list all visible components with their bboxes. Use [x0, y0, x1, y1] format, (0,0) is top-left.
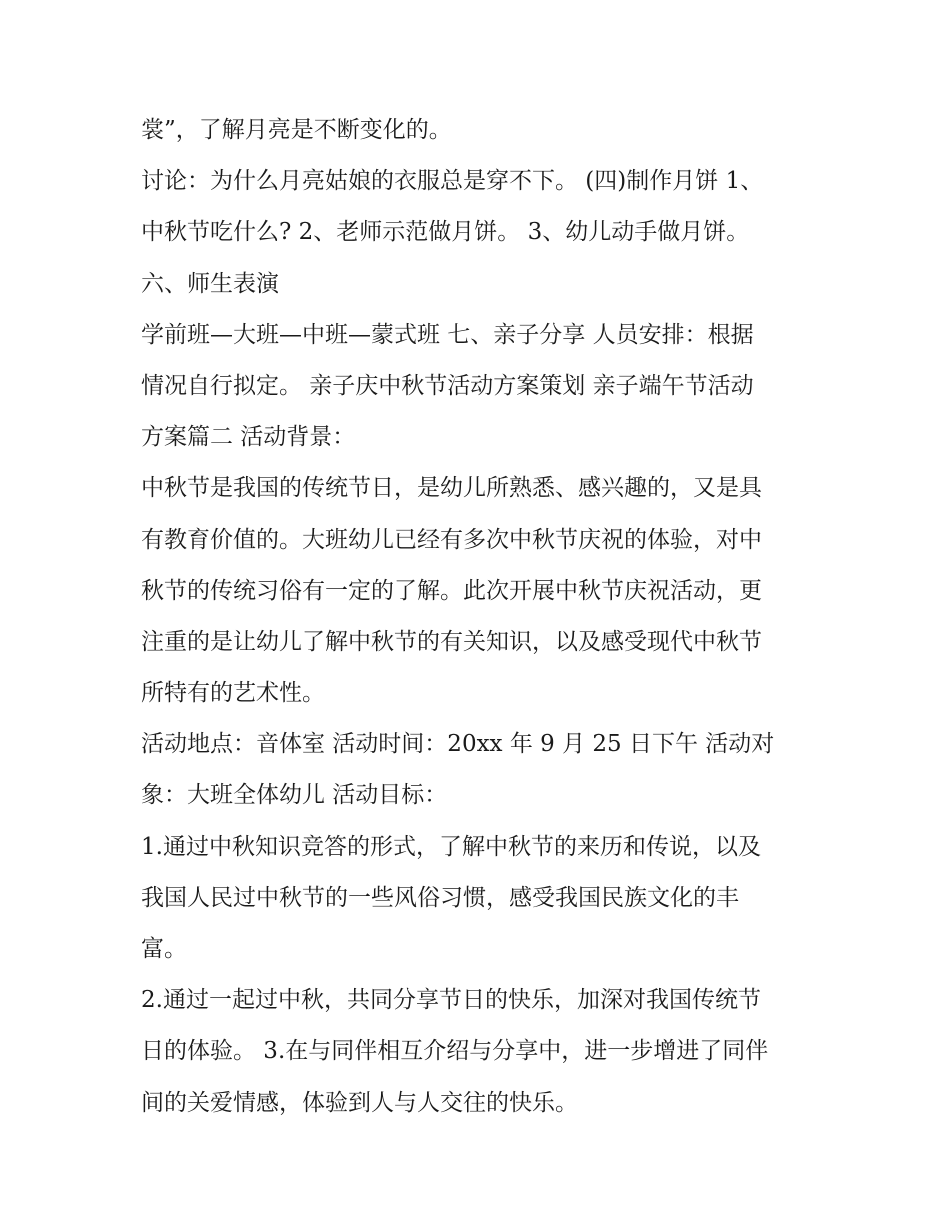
text-line: 讨论：为什么月亮姑娘的衣服总是穿不下。 (四)制作月饼 1、 — [141, 168, 764, 195]
text-line: 我国人民过中秋节的一些风俗习惯，感受我国民族文化的丰 — [141, 884, 739, 911]
text-line: 中秋节吃什么? 2、老师示范做月饼。 3、幼儿动手做月饼。 — [141, 219, 750, 246]
text-line: 间的关爱情感，体验到人与人交往的快乐。 — [141, 1089, 578, 1116]
text-line: 裳”，了解月亮是不断变化的。 — [141, 117, 452, 143]
text-line: 情况自行拟定。 亲子庆中秋节活动方案策划 亲子端午节活动 — [141, 372, 754, 399]
body-text — [141, 105, 821, 1129]
text-line: 中秋节是我国的传统节日，是幼儿所熟悉、感兴趣的，又是具 — [141, 475, 762, 502]
text-line: 2.通过一起过中秋，共同分享节日的快乐，加深对我国传统节 — [141, 987, 761, 1014]
text-line: 方案篇二 活动背景： — [141, 424, 356, 451]
text-line: 有教育价值的。大班幼儿已经有多次中秋节庆祝的体验，对中 — [141, 526, 762, 553]
text-line: 学前班—大班—中班—蒙式班 七、亲子分享 人员安排：根据 — [141, 321, 754, 348]
text-line: 富。 — [141, 936, 187, 962]
section-heading: 六、师生表演 — [141, 270, 279, 297]
text-line: 1.通过中秋知识竞答的形式，了解中秋节的来历和传说，以及 — [141, 833, 761, 860]
text-line: 象：大班全体幼儿 活动目标： — [141, 782, 448, 809]
text-line: 活动地点：音体室 活动时间：20xx 年 9 月 25 日下午 活动对 — [141, 731, 775, 758]
text-line: 秋节的传统习俗有一定的了解。此次开展中秋节庆祝活动，更 — [141, 577, 762, 604]
text-line: 注重的是让幼儿了解中秋节的有关知识，以及感受现代中秋节 — [141, 628, 762, 655]
text-line: 所特有的艺术性。 — [141, 680, 325, 707]
text-line: 日的体验。 3.在与同伴相互介绍与分享中，进一步增进了同伴 — [141, 1038, 769, 1065]
